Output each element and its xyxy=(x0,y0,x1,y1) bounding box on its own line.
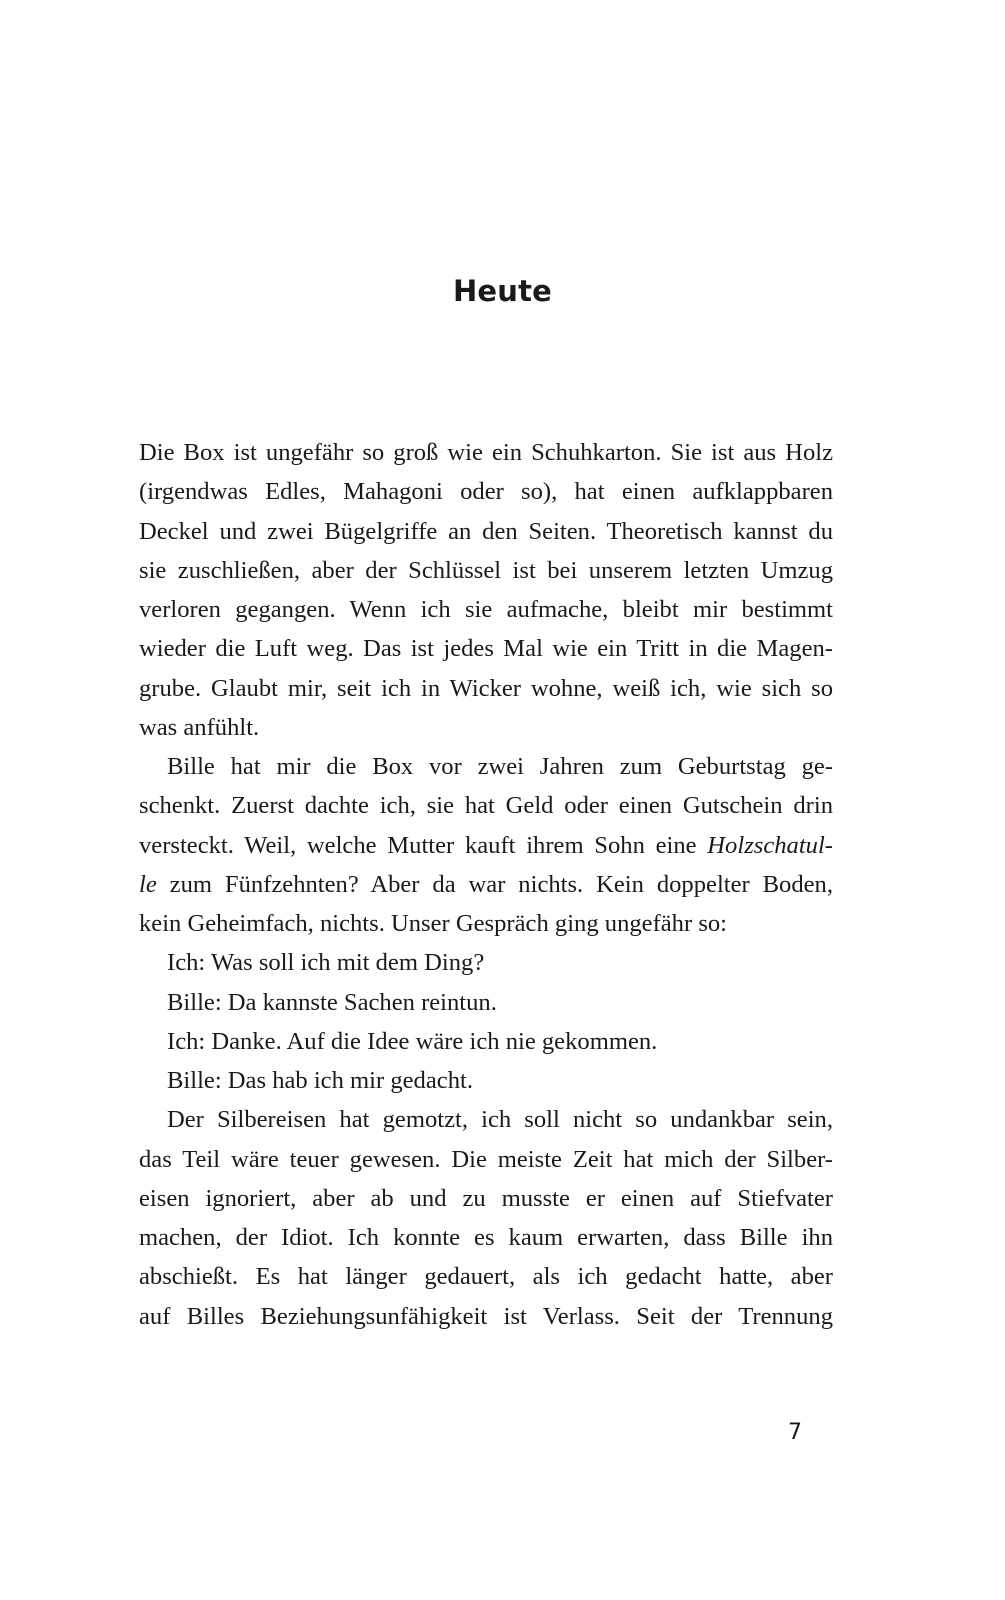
chapter-title: Heute xyxy=(452,274,553,308)
text-line: abschießt. Es hat länger gedauert, als ich gedacht hatte, aber xyxy=(139,1263,833,1291)
text-line: sie zuschließen, aber der Schlüssel ist bei unserem letzten Umzug xyxy=(139,556,833,584)
text-line: eisen ignoriert, aber ab und zu musste er einen auf Stiefvater xyxy=(139,1184,833,1212)
dialogue-line: Ich: Danke. Auf die Idee wäre ich nie gekommen. xyxy=(167,1027,658,1055)
italic-word: le xyxy=(139,870,157,898)
dialogue-line: Bille: Da kannste Sachen reintun. xyxy=(167,988,497,1016)
body-text xyxy=(139,433,833,1336)
text-line: Der Silbereisen hat gemotzt, ich soll nicht so undankbar sein, xyxy=(167,1106,833,1134)
page-number: 7 xyxy=(788,1420,802,1445)
text-line: auf Billes Beziehungsunfähigkeit ist Verlass. Seit der Trennung xyxy=(139,1302,833,1330)
text-line: machen, der Idiot. Ich konnte es kaum erwarten, dass Bille ihn xyxy=(139,1224,833,1251)
dialogue-line: Ich: Was soll ich mit dem Ding? xyxy=(167,949,485,977)
text-line: kein Geheimfach, nichts. Unser Gespräch ging ungefähr so: xyxy=(139,910,728,937)
text-line: grube. Glaubt mir, seit ich in Wicker wohne, weiß ich, wie sich so xyxy=(139,674,833,702)
text-line: verloren gegangen. Wenn ich sie aufmache, bleibt mir bestimmt xyxy=(139,596,833,623)
dialogue-line: Bille: Das hab ich mir gedacht. xyxy=(167,1067,473,1094)
text-line: (irgendwas Edles, Mahagoni oder so), hat einen aufklappbaren xyxy=(139,478,833,506)
text-line xyxy=(139,865,833,904)
text-line: schenkt. Zuerst dachte ich, sie hat Geld oder einen Gutschein drin xyxy=(139,792,833,820)
italic-word: Holzschatul- xyxy=(707,831,833,859)
text-line: das Teil wäre teuer gewesen. Die meiste Zeit hat mich der Silber- xyxy=(139,1145,833,1173)
text-line: was anfühlt. xyxy=(139,713,260,741)
text-line: Die Box ist ungefähr so groß wie ein Schuhkarton. Sie ist aus Holz xyxy=(139,439,833,466)
text-line: Deckel und zwei Bügelgriffe an den Seiten. Theoretisch kannst du xyxy=(139,517,833,545)
text-fragment: zum Fünfzehnten? Aber da war nichts. Kein doppelter Boden, xyxy=(156,870,833,898)
text-line: wieder die Luft weg. Das ist jedes Mal wie ein Tritt in die Magen- xyxy=(139,635,833,663)
text-line xyxy=(139,826,833,865)
text-fragment: versteckt. Weil, welche Mutter kauft ihrem Sohn eine xyxy=(139,831,708,859)
text-line: Bille hat mir die Box vor zwei Jahren zum Geburtstag ge- xyxy=(167,753,833,780)
